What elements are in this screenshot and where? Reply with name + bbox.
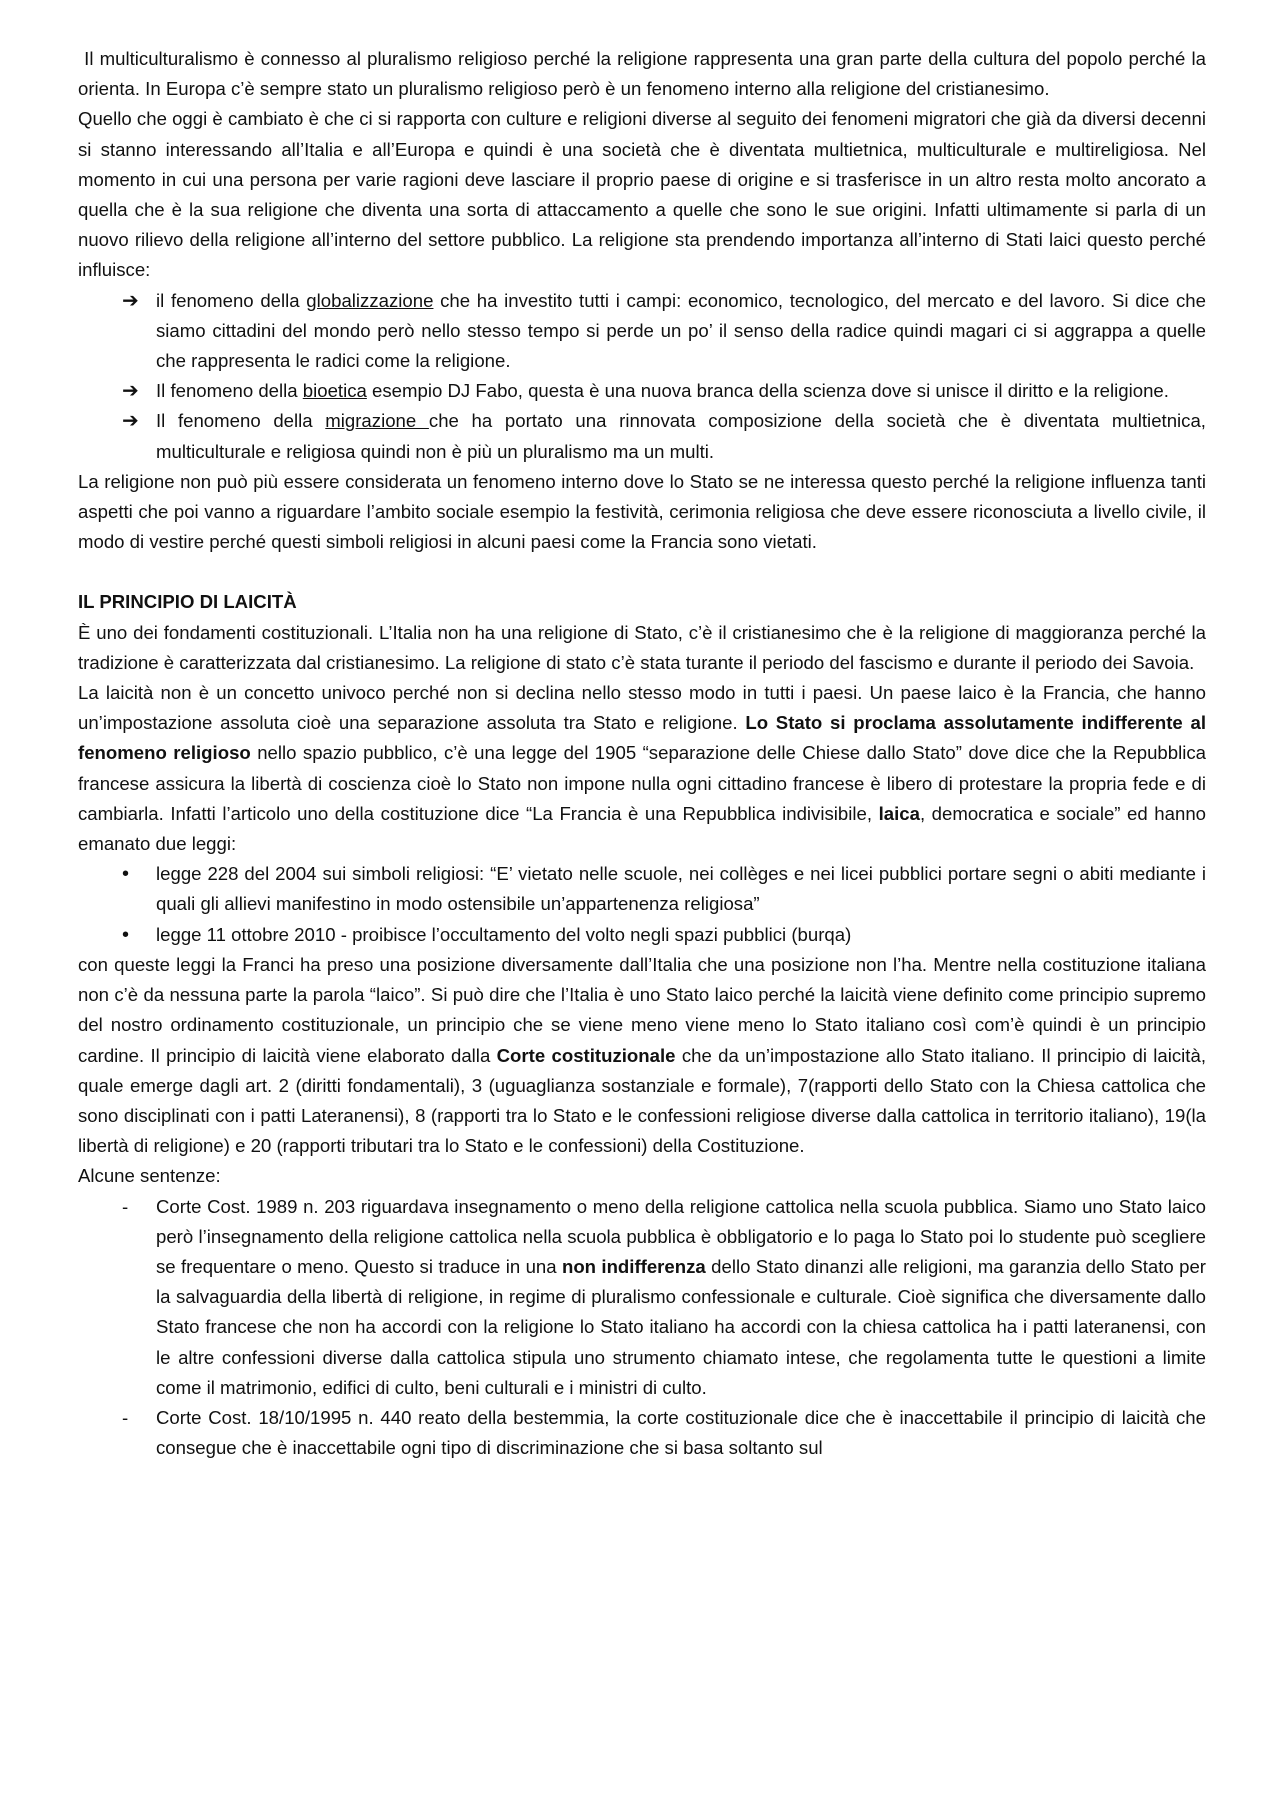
arrow-right-icon: ➔: [122, 289, 139, 312]
bullet-icon: •: [122, 923, 130, 946]
arrow-item-globalizzazione: ➔ il fenomeno della globalizzazione che ha investito tutti i campi: economico, tecnologico, del mercato e del lavoro. Si dice che siamo cittadini del mondo però nello stesso tempo si perde un po’ il senso della radice quindi magari ci si aggrappa a quelle che rappresenta le radici come la religione.: [78, 286, 1206, 377]
dash-icon: -: [122, 1195, 129, 1217]
arrow-right-icon: ➔: [122, 410, 139, 433]
bullet-item-legge-2010: • legge 11 ottobre 2010 - proibisce l’occultamento del volto negli spazi pubblici (burqa): [78, 920, 1206, 950]
dash-icon: -: [122, 1406, 129, 1428]
underlined-term: globalizzazione: [306, 289, 434, 311]
laicita-paragraph-1: È uno dei fondamenti costituzionali. L’Italia non ha una religione di Stato, c’è il cristianesimo che è la religione di maggioranza perché la tradizione è caratterizzata dal cristianesimo. La religione di stato c’è stata turante il periodo del fascismo e durante il periodo dei Savoia.: [78, 621, 1206, 673]
bullet-list: [78, 859, 1206, 950]
document-page: [78, 44, 1206, 1463]
laicita-paragraph-3: con queste leggi la Franci ha preso una posizione diversamente dall’Italia che una posizione non l’ha. Mentre nella costituzione italiana non c’è da nessuna parte la parola “laico”. Si può dire che l’Italia è uno Stato laico perché la laicità viene definito come principio supremo del nostro ordinamento costituzionale, un principio che se viene meno viene meno lo Stato italiano così com’è quindi è un principio cardine. Il principio di laicità viene elaborato dalla Corte costituzionale che da un’impostazione allo Stato italiano. Il principio di laicità, quale emerge dagli art. 2 (diritti fondamentali), 3 (uguaglianza sostanziale e formale), 7(rapporti dello Stato con la Chiesa cattolica che sono disciplinati con i patti Lateranensi), 8 (rapporti tra lo Stato e le confessioni religiose diverse dalla cattolica in territorio italiano), 19(la libertà di religione) e 20 (rapporti tributari tra lo Stato e le confessioni) della Costituzione.: [78, 953, 1206, 1157]
intro-paragraph-1: Il multiculturalismo è connesso al pluralismo religioso perché la religione rappresenta una gran parte della cultura del popolo perché la orienta. In Europa c’è sempre stato un pluralismo religioso però è un fenomeno interno alla religione del cristianesimo.: [78, 48, 1206, 100]
section-spacer: [78, 557, 1206, 587]
bullet-icon: •: [122, 863, 130, 886]
arrow-right-icon: ➔: [122, 380, 139, 403]
laicita-paragraph-2: La laicità non è un concetto univoco perché non si declina nello stesso modo in tutti i paesi. Un paese laico è la Francia, che hanno un’impostazione assoluta cioè una separazione assoluta tra Stato e religione. Lo Stato si proclama assolutamente indifferente al fenomeno religioso nello spazio pubblico, c’è una legge del 1905 “separazione delle Chiese dallo Stato” dove dice che la Repubblica francese assicura la libertà di coscienza cioè lo Stato non impone nulla ogni cittadino francese è libero di protestare la propria fede e di cambiarla. Infatti l’articolo uno della costituzione dice “La Francia è una Repubblica indivisibile, laica, democratica e sociale” ed hanno emanato due leggi:: [78, 682, 1206, 855]
intro-paragraph-3: La religione non può più essere considerata un fenomeno interno dove lo Stato se ne interessa questo perché la religione influenza tanti aspetti che poi vanno a riguardare l’ambito sociale esempio la festività, cerimonia religiosa che deve essere riconosciuta a livello civile, il modo di vestire perché questi simboli religiosi in alcuni paesi come la Francia sono vietati.: [78, 470, 1206, 553]
section-heading: IL PRINCIPIO DI LAICITÀ: [78, 591, 297, 613]
underlined-term: bioetica: [302, 380, 367, 402]
arrow-list: [78, 286, 1206, 467]
arrow-item-bioetica: ➔ Il fenomeno della bioetica esempio DJ Fabo, questa è una nuova branca della scienza dove si unisce il diritto e la religione.: [78, 376, 1206, 406]
dash-item-sentenza-1995: - Corte Cost. 18/10/1995 n. 440 reato della bestemmia, la corte costituzionale dice che è inaccettabile il principio di laicità che consegue che è inaccettabile ogni tipo di discriminazione che si basa soltanto sul: [78, 1403, 1206, 1463]
bullet-item-legge-2004: • legge 228 del 2004 sui simboli religiosi: “E’ vietato nelle scuole, nei collèges e nei licei pubblici portare segni o abiti mediante i quali gli allievi manifestino in modo ostensibile un’appartenenza religiosa”: [78, 859, 1206, 919]
intro-paragraph-2: Quello che oggi è cambiato è che ci si rapporta con culture e religioni diverse al seguito dei fenomeni migratori che già da diversi decenni si stanno interessando all’Italia e all’Europa e quindi è una società che è diventata multietnica, multiculturale e multireligiosa. Nel momento in cui una persona per varie ragioni deve lasciare il proprio paese di origine e si trasferisce in un altro resta molto ancorato a quella che è la sua religione che diventa una sorta di attaccamento a quelle che sono le sue origini. Infatti ultimamente si parla di un nuovo rilievo della religione all’interno del settore pubblico. La religione sta prendendo importanza all’interno di Stati laici questo perché influisce:: [78, 108, 1206, 281]
dash-list: [78, 1192, 1206, 1464]
sentenze-label: Alcune sentenze:: [78, 1165, 221, 1187]
arrow-item-migrazione: ➔ Il fenomeno della migrazione che ha portato una rinnovata composizione della società che è diventata multietnica, multiculturale e religiosa quindi non è più un pluralismo ma un multi.: [78, 406, 1206, 466]
underlined-term: migrazione: [325, 410, 429, 432]
dash-item-sentenza-1989: - Corte Cost. 1989 n. 203 riguardava insegnamento o meno della religione cattolica nella scuola pubblica. Siamo uno Stato laico però l’insegnamento della religione cattolica nella scuola pubblica è obbligatorio e lo paga lo Stato poi lo studente può scegliere se frequentare o meno. Questo si traduce in una non indifferenza dello Stato dinanzi alle religioni, ma garanzia dello Stato per la salvaguardia della libertà di religione, in regime di pluralismo confessionale e culturale. Cioè significa che diversamente dallo Stato francese che non ha accordi con la religione lo Stato italiano ha accordi con la chiesa cattolica ha i patti lateranensi, con le altre confessioni diverse dalla cattolica stipula uno strumento chiamato intese, che regolamenta tutte le questioni a limite come il matrimonio, edifici di culto, beni culturali e i ministri di culto.: [78, 1192, 1206, 1403]
